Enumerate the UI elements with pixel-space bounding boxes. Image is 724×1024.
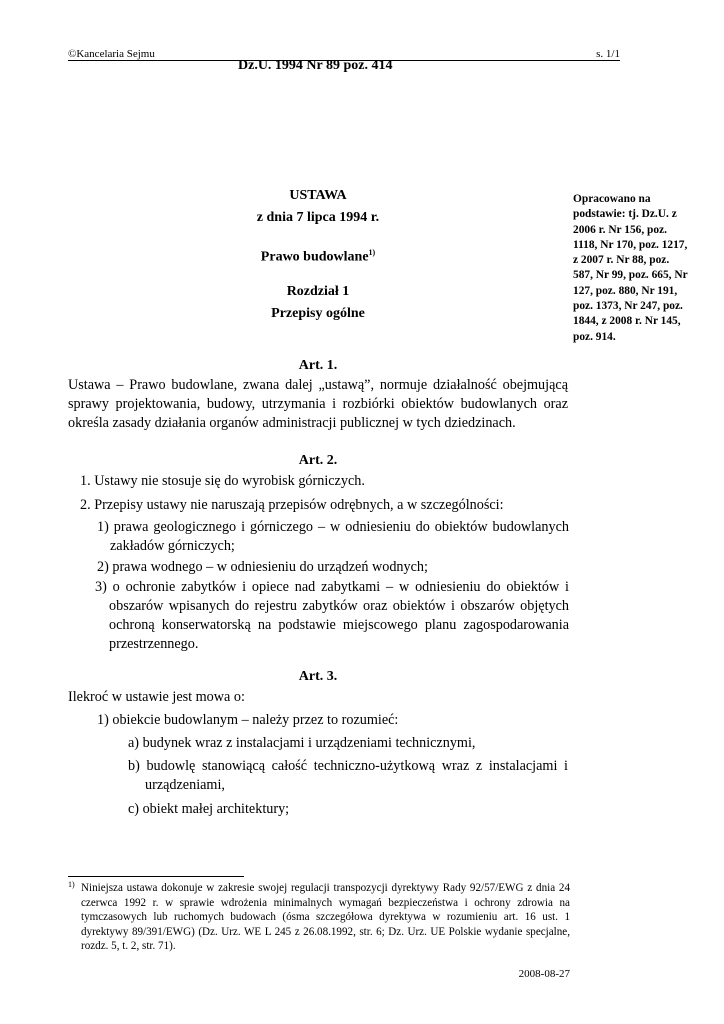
footnote-text: Niniejsza ustawa dokonuje w zakresie swojej regulacji transpozycji dyrektywy Rady 92/57/EWG z dnia 24 czerwca 1992 r. w sprawie wdrożenia minimalnych wymagań bezpieczeństwa i ochrony zdrowia na tymczasowych lub ruchomych budowach (ósma szczegółowa dyrektywa w rozumieniu art. 16 ust. 1 dyrektywy 89/391/EWG) (Dz. Urz. WE L 245 z 26.08.1992, str. 6; Dz. Urz. UE Polskie wydanie specjalne, rozdz. 5, t. 2, str. 71).: [81, 882, 570, 952]
act-type: USTAWA: [289, 188, 347, 203]
art2-item-1-text: 1) prawa geologicznego i górniczego – w odniesieniu do obiektów budowlanych zakładów górniczych;: [97, 519, 569, 554]
act-date: z dnia 7 lipca 1994 r.: [256, 210, 380, 225]
chapter-title: Przepisy ogólne: [271, 306, 365, 321]
art1-heading: Art. 1.: [298, 358, 338, 373]
header-publisher: ©Kancelaria Sejmu: [68, 48, 155, 60]
header-page-number: s. 1/1: [596, 48, 620, 60]
art2-item-3: [95, 578, 569, 654]
art3-subitem-b: [128, 757, 568, 795]
chapter-number: Rozdział 1: [286, 284, 350, 299]
art3-item-1: 1) obiekcie budowlanym – należy przez to rozumieć:: [97, 712, 399, 728]
art2-item-2: 2) prawa wodnego – w odniesieniu do urządzeń wodnych;: [97, 559, 428, 575]
act-name-text: Prawo budowlane: [260, 249, 369, 265]
journal-reference: Dz.U. 1994 Nr 89 poz. 414: [238, 58, 393, 73]
art3-heading: Art. 3.: [298, 669, 338, 684]
footnote-divider: [68, 876, 244, 877]
art3-subitem-c: c) obiekt małej architektury;: [128, 801, 290, 817]
art2-item-1: [97, 518, 569, 556]
art1-text: Ustawa – Prawo budowlane, zwana dalej „ustawą”, normuje działalność obejmującą sprawy projektowania, budowy, utrzymania i rozbiórki obiektów budowlanych oraz określa zasady działania organów administracji publicznej w tych dziedzinach.: [68, 377, 568, 431]
art3-subitem-b-text: b) budowlę stanowiącą całość techniczno-użytkową wraz z instalacjami i urządzeniami,: [128, 758, 568, 793]
art3-intro: Ilekroć w ustawie jest mowa o:: [68, 689, 245, 705]
footer-date: 2008-08-27: [518, 968, 570, 980]
consolidation-note: Opracowano na podstawie: tj. Dz.U. z 2006 r. Nr 156, poz. 1118, Nr 170, poz. 1217, z 2007 r. Nr 88, poz. 587, Nr 99, poz. 665, Nr 127, poz. 880, Nr 191, poz. 1373, Nr 247, poz. 1844, z 2008 r. Nr 145, poz. 914.: [573, 193, 688, 343]
art2-heading: Art. 2.: [298, 453, 338, 468]
art2-item-3-text: 3) o ochronie zabytków i opiece nad zabytkami – w odniesieniu do obiektów i obszarów wpisanych do rejestru zabytków oraz obiektów i obszarów objętych ochroną konserwatorską na podstawie miejscowego planu zagospodarowania przestrzennego.: [95, 579, 569, 652]
act-name: [68, 248, 568, 266]
art3-subitem-a: a) budynek wraz z instalacjami i urządzeniami technicznymi,: [128, 735, 476, 751]
footnote-mark: 1): [68, 880, 75, 889]
art2-paragraph-2: 2. Przepisy ustawy nie naruszają przepisów odrębnych, a w szczególności:: [80, 497, 504, 513]
footnote-reference[interactable]: 1): [368, 248, 376, 257]
footnote: [68, 881, 570, 954]
art2-paragraph-1: 1. Ustawy nie stosuje się do wyrobisk górniczych.: [80, 473, 365, 489]
